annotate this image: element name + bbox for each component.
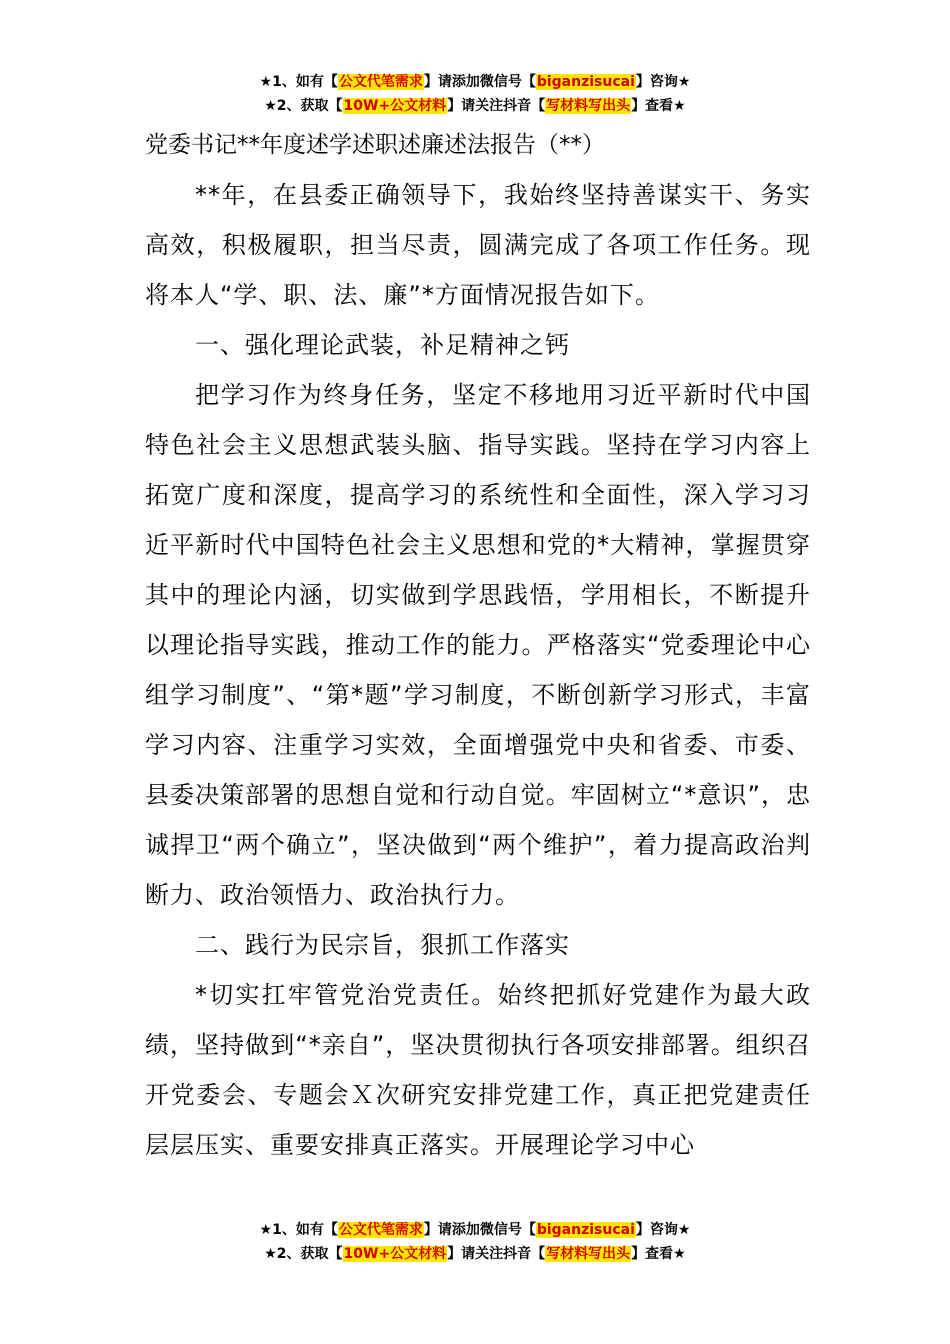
banner-highlight: 10W+公文材料	[343, 1246, 447, 1262]
banner-text: 】查看★	[631, 98, 686, 114]
banner-highlight: 写材料写出头	[546, 1246, 631, 1262]
banner-text: ★1、如有【	[259, 74, 338, 90]
banner-wechat-id: biganzisucai	[536, 1222, 635, 1238]
banner-highlight: 公文代笔需求	[338, 1222, 423, 1238]
banner-text: ★2、获取【	[264, 1246, 343, 1262]
banner-highlight: 10W+公文材料	[343, 98, 447, 114]
banner-wechat-id: biganzisucai	[536, 74, 635, 90]
intro-paragraph: **年，在县委正确领导下，我始终坚持善谋实干、务实高效，积极履职，担当尽责，圆满完成了各项工作任务。现将本人“学、职、法、廉”*方面情况报告如下。	[145, 181, 811, 309]
section-1-paragraph: 把学习作为终身任务，坚定不移地用习近平新时代中国特色社会主义思想武装头脑、指导实践。坚持在学习内容上拓宽广度和深度，提高学习的系统性和全面性，深入学习习近平新时代中国特色社会主义思想和党的*大精神，掌握贯穿其中的理论内涵，切实做到学思践悟，学用相长，不断提升以理论指导实践，推动工作的能力。严格落实“党委理论中心组学习制度”、“第*题”学习制度，不断创新学习形式，丰富学习内容、注重学习实效，全面增强党中央和省委、市委、县委决策部署的思想自觉和行动自觉。牢固树立“*意识”，忠诚捍卫“两个确立”，坚决做到“两个维护”，着力提高政治判断力、政治领悟力、政治执行力。	[145, 381, 811, 909]
banner-line-1	[0, 1218, 950, 1242]
banner-text: 】请添加微信号【	[423, 1222, 536, 1238]
top-banner	[0, 70, 950, 118]
bottom-banner	[0, 1218, 950, 1266]
section-2-heading: 二、践行为民宗旨，狠抓工作落实	[195, 931, 570, 959]
banner-text: 】请关注抖音【	[447, 98, 546, 114]
banner-text: 】请添加微信号【	[423, 74, 536, 90]
banner-text: 】咨询★	[635, 1222, 691, 1238]
section-2-paragraph: *切实扛牢管党治党责任。始终把抓好党建作为最大政绩，坚持做到“*亲自”，坚决贯彻执行各项安排部署。组织召开党委会、专题会Ｘ次研究安排党建工作，真正把党建责任层层压实、重要安排真正落实。开展理论学习中心	[145, 981, 811, 1159]
banner-highlight: 写材料写出头	[546, 98, 631, 114]
document-body	[145, 170, 811, 1159]
banner-text: ★2、获取【	[264, 98, 343, 114]
banner-text: 】咨询★	[635, 74, 691, 90]
banner-line-1	[0, 70, 950, 94]
banner-text: 】请关注抖音【	[447, 1246, 546, 1262]
banner-highlight: 公文代笔需求	[338, 74, 423, 90]
banner-line-2	[0, 94, 950, 118]
section-1-heading: 一、强化理论武装，补足精神之钙	[195, 331, 570, 359]
document-title: 党委书记**年度述学述职述廉述法报告（**）	[145, 132, 605, 158]
banner-text: 】查看★	[631, 1246, 686, 1262]
banner-text: ★1、如有【	[259, 1222, 338, 1238]
banner-line-2	[0, 1242, 950, 1266]
